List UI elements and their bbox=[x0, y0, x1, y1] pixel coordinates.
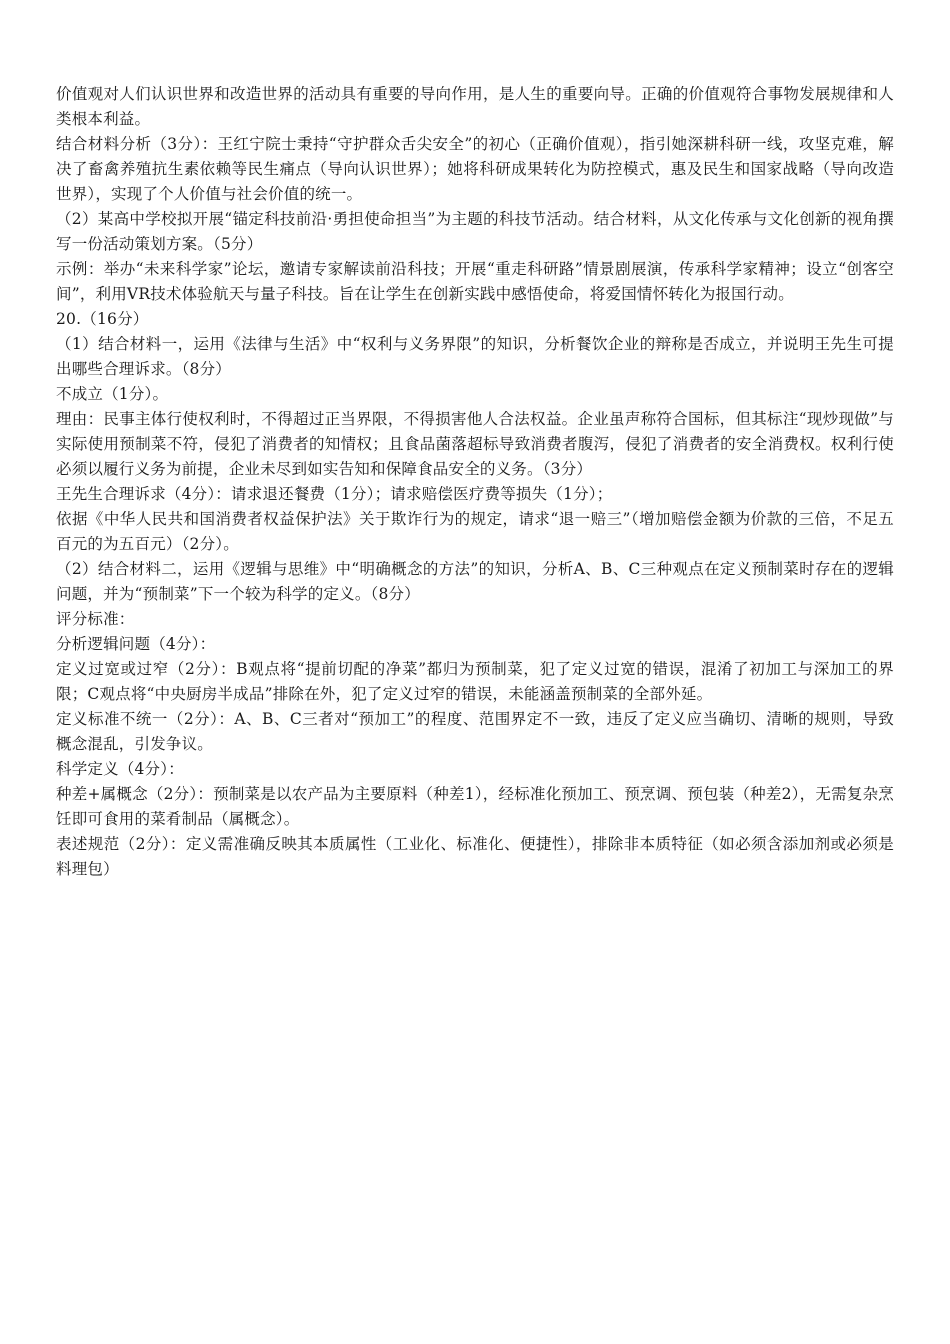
paragraph-question-20-heading: 20.（16分） bbox=[56, 310, 149, 328]
document-body bbox=[56, 82, 894, 882]
paragraph-definition-too-broad-narrow: 定义过宽或过窄（2分）：B观点将“提前切配的净菜”都归为预制菜，犯了定义过宽的错误，混淆了初加工与深加工的界限；C观点将“中央厨房半成品”排除在外，犯了定义过窄的错误，未能涵盖预制菜的全部外延。 bbox=[56, 660, 894, 703]
paragraph-material-analysis: 结合材料分析（3分）：王红宁院士秉持“守护群众舌尖安全”的初心（正确价值观），指引她深耕科研一线，攻坚克难，解决了畜禽养殖抗生素依赖等民生痛点（导向认识世界）；她将科研成果转化为防控模式，惠及民生和国家战略（导向改造世界），实现了个人价值与社会价值的统一。 bbox=[56, 135, 894, 203]
paragraph-logic-problems: 分析逻辑问题（4分）： bbox=[56, 635, 216, 653]
paragraph-reason: 理由：民事主体行使权利时，不得超过正当界限，不得损害他人合法权益。企业虽声称符合国标，但其标注“现炒现做”与实际使用预制菜不符，侵犯了消费者的知情权；且食品菌落超标导致消费者腹泻，侵犯了消费者的安全消费权。权利行使必须以履行义务为前提，企业未尽到如实告知和保障食品安全的义务。（3分） bbox=[56, 410, 894, 478]
paragraph-expression-norms: 表述规范（2分）：定义需准确反映其本质属性（工业化、标准化、便捷性），排除非本质特征（如必须含添加剂或必须是料理包） bbox=[56, 835, 894, 878]
paragraph-not-valid: 不成立（1分）。 bbox=[56, 385, 169, 403]
paragraph-definition-standard: 定义标准不统一（2分）：A、B、C三者对“预加工”的程度、范围界定不一致，违反了定义应当确切、清晰的规则，导致概念混乱，引发争议。 bbox=[56, 710, 894, 753]
paragraph-claims: 王先生合理诉求（4分）：请求退还餐费（1分）；请求赔偿医疗费等损失（1分）； bbox=[56, 485, 613, 503]
paragraph-genus-differentia: 种差+属概念（2分）：预制菜是以农产品为主要原料（种差1），经标准化预加工、预烹调、预包装（种差2），无需复杂烹饪即可食用的菜肴制品（属概念）。 bbox=[56, 785, 894, 828]
paragraph-question-20-1: （1）结合材料一，运用《法律与生活》中“权利与义务界限”的知识，分析餐饮企业的辩称是否成立，并说明王先生可提出哪些合理诉求。（8分） bbox=[56, 335, 894, 378]
paragraph-scientific-definition: 科学定义（4分）： bbox=[56, 760, 184, 778]
paragraph-example-answer: 示例：举办“未来科学家”论坛，邀请专家解读前沿科技；开展“重走科研路”情景剧展演，传承科学家精神；设立“创客空间”，利用VR技术体验航天与量子科技。旨在让学生在创新实践中感悟使命，将爱国情怀转化为报国行动。 bbox=[56, 260, 894, 303]
paragraph-value-guidance: 价值观对人们认识世界和改造世界的活动具有重要的导向作用，是人生的重要向导。正确的价值观符合事物发展规律和人类根本利益。 bbox=[56, 85, 894, 128]
paragraph-question-2-plan: （2）某高中学校拟开展“锚定科技前沿·勇担使命担当”为主题的科技节活动。结合材料，从文化传承与文化创新的视角撰写一份活动策划方案。（5分） bbox=[56, 210, 894, 253]
paragraph-question-20-2: （2）结合材料二，运用《逻辑与思维》中“明确概念的方法”的知识，分析A、B、C三种观点在定义预制菜时存在的逻辑问题，并为“预制菜”下一个较为科学的定义。（8分） bbox=[56, 560, 894, 603]
paragraph-legal-basis: 依据《中华人民共和国消费者权益保护法》关于欺诈行为的规定，请求“退一赔三”（增加赔偿金额为价款的三倍，不足五百元的为五百元）（2分）。 bbox=[56, 510, 894, 553]
paragraph-scoring-criteria: 评分标准： bbox=[56, 610, 135, 628]
